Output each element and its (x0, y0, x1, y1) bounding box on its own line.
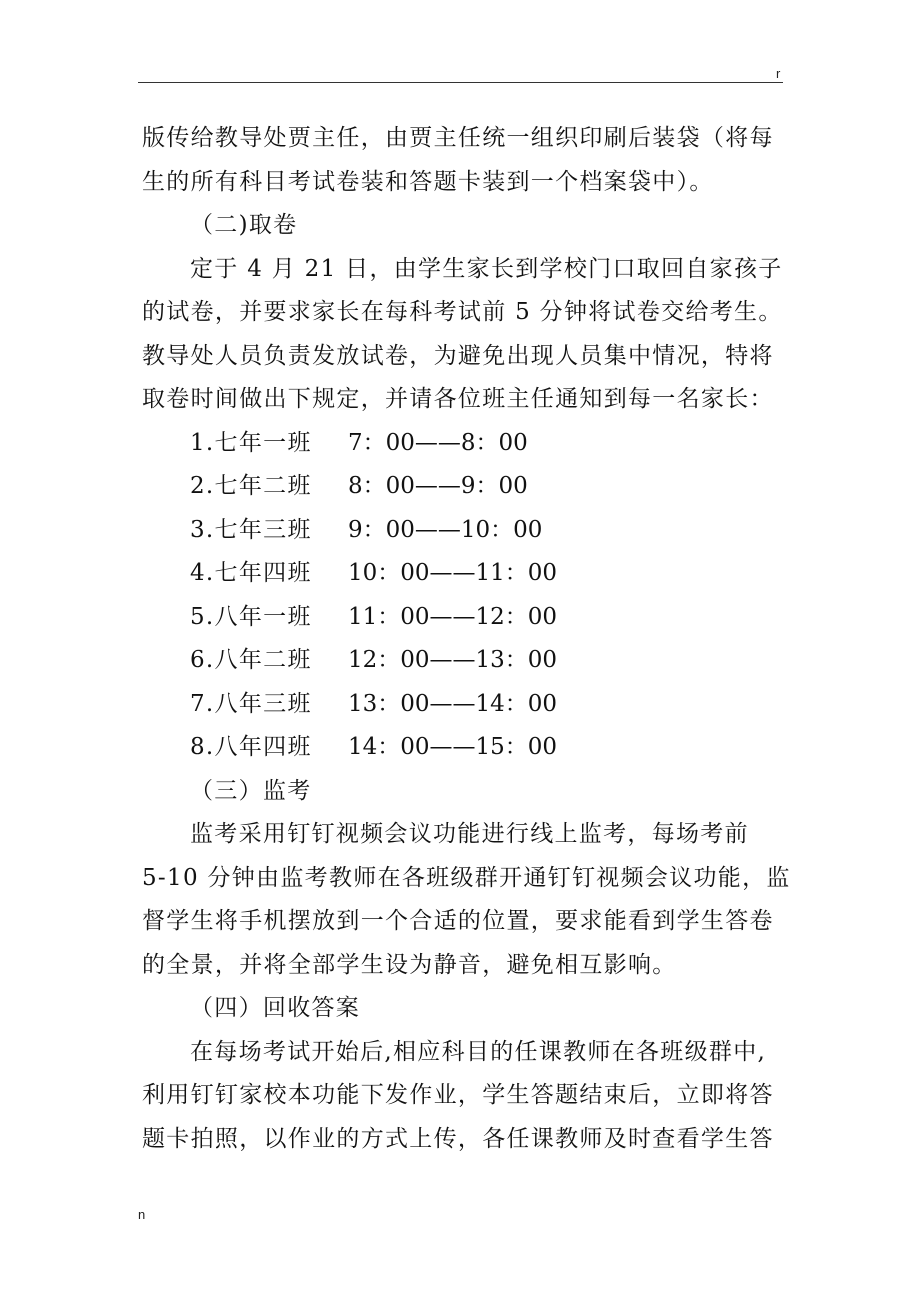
schedule-time: 9：00——10：00 (348, 516, 543, 543)
paragraph-line: 利用钉钉家校本功能下发作业，学生答题结束后，立即将答 (142, 1082, 774, 1108)
schedule-time: 13：00——14：00 (348, 690, 558, 717)
schedule-row (142, 726, 787, 770)
header-rule (138, 82, 783, 83)
paragraph-line: 督学生将手机摆放到一个合适的位置，要求能看到学生答卷 (142, 908, 774, 934)
schedule-row (142, 422, 787, 466)
schedule-class: 1.七年一班 (190, 429, 312, 456)
paragraph-line: 题卡拍照，以作业的方式上传，各任课教师及时查看学生答 (142, 1125, 774, 1152)
schedule-row (142, 509, 787, 553)
paragraph-line: 的全景，并将全部学生设为静音，避免相互影响。 (142, 951, 677, 978)
schedule-class: 7.八年三班 (190, 690, 312, 717)
section-heading-2: （二)取卷 (190, 212, 298, 238)
paragraph-line: 的试卷，并要求家长在每科考试前 5 分钟将试卷交给考生。 (142, 299, 783, 325)
paragraph-line: 版传给教导处贾主任，由贾主任统一组织印刷后装袋（将每 (142, 125, 774, 151)
section-heading-4: （四）回收答案 (190, 995, 361, 1021)
schedule-class: 2.七年二班 (190, 473, 312, 499)
schedule-time: 10：00——11：00 (348, 560, 558, 586)
schedule-time: 12：00——13：00 (348, 647, 558, 673)
schedule-row (142, 596, 787, 640)
schedule-class: 8.八年四班 (190, 734, 312, 760)
pickup-schedule (142, 422, 787, 770)
schedule-row (142, 639, 787, 683)
section-heading-3: （三）监考 (190, 777, 312, 804)
paragraph-line: 监考采用钉钉视频会议功能进行线上监考，每场考前 (190, 821, 749, 847)
schedule-class: 6.八年二班 (190, 647, 312, 673)
paragraph-line: 取卷时间做出下规定，并请各位班主任通知到每一名家长： (142, 386, 774, 412)
schedule-time: 11：00——12：00 (348, 603, 558, 630)
footer-mark: n (138, 1207, 146, 1222)
paragraph-line: 定于 4 月 21 日，由学生家长到学校门口取回自家孩子 (190, 255, 783, 282)
paragraph-line: 生的所有科目考试卷装和答题卡装到一个档案袋中）。 (142, 168, 714, 195)
schedule-time: 8：00——9：00 (348, 473, 528, 499)
paragraph-line: 教导处人员负责发放试卷，为避免出现人员集中情况，特将 (142, 342, 774, 369)
schedule-time: 7：00——8：00 (348, 429, 528, 456)
schedule-row (142, 465, 787, 509)
document-body (142, 117, 791, 1161)
schedule-class: 4.七年四班 (190, 560, 312, 586)
schedule-class: 5.八年一班 (190, 603, 312, 630)
paragraph-line: 5-10 分钟由监考教师在各班级群开通钉钉视频会议功能，监 (142, 864, 791, 891)
schedule-class: 3.七年三班 (190, 516, 312, 543)
schedule-row (142, 552, 787, 596)
header-mark: r (776, 66, 781, 81)
schedule-time: 14：00——15：00 (348, 734, 558, 760)
paragraph-line: 在每场考试开始后,相应科目的任课教师在各班级群中, (190, 1038, 767, 1065)
schedule-row (142, 683, 787, 727)
